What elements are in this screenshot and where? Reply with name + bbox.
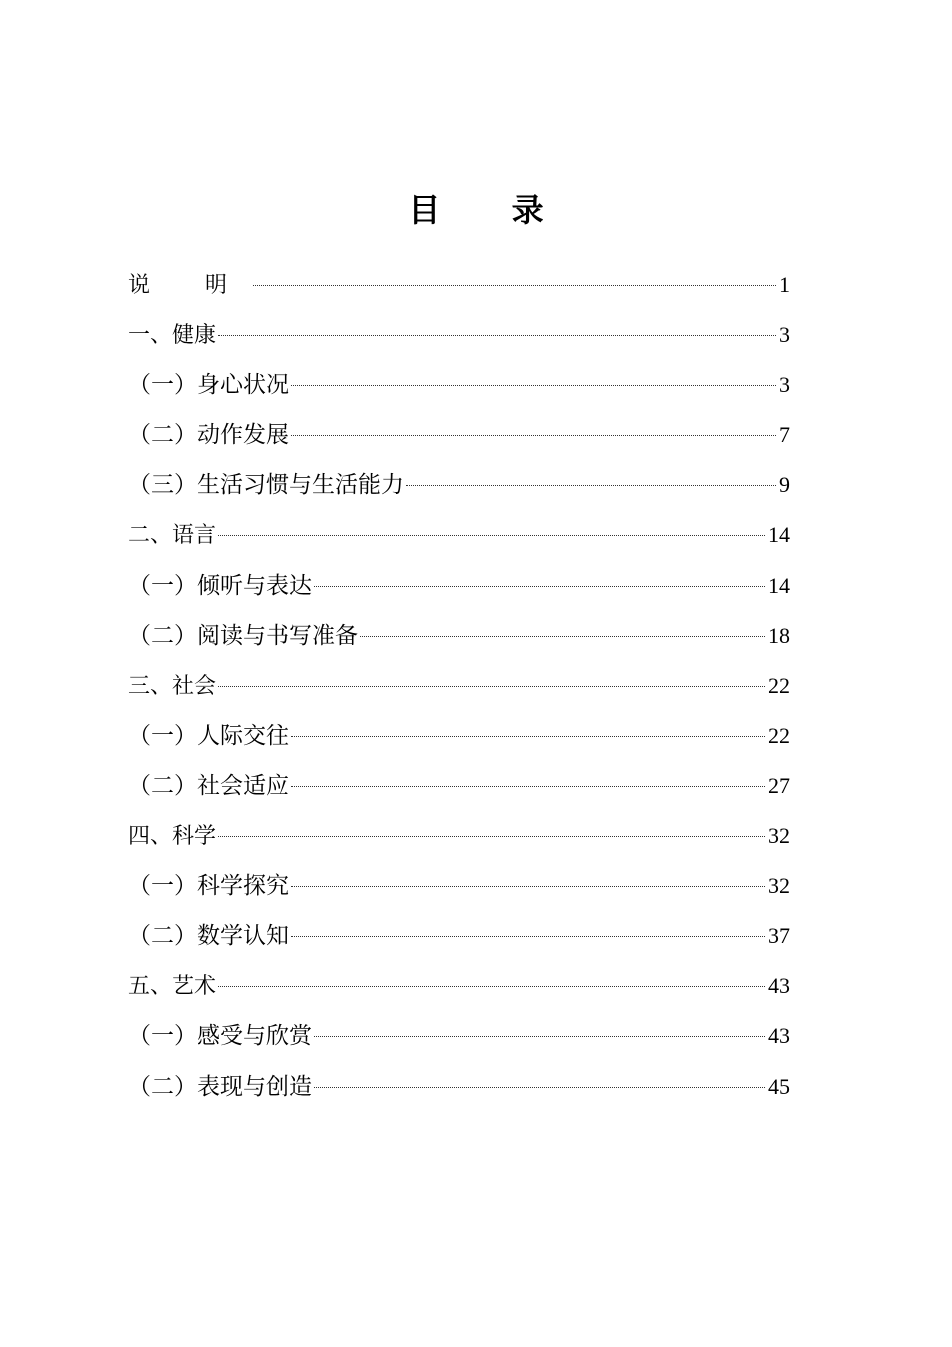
toc-entry-title: 五、艺术 <box>128 974 217 1000</box>
toc-entry-math-cognition[interactable] <box>128 913 790 963</box>
dot-leader <box>314 1087 765 1088</box>
dot-leader <box>218 535 765 536</box>
toc-entry-listening-expression[interactable] <box>128 563 790 613</box>
toc-entry-page: 1 <box>779 272 790 297</box>
toc-entry-page: 22 <box>768 672 790 698</box>
toc-entry-page: 27 <box>768 772 790 798</box>
toc-entry-society[interactable] <box>128 663 790 713</box>
toc-entry-page: 3 <box>779 322 790 348</box>
dot-leader <box>291 435 776 436</box>
dot-leader <box>314 1036 765 1037</box>
toc-entry-title: （二）数学认知 <box>128 923 289 950</box>
dot-leader <box>253 285 776 286</box>
toc-entry-title: （一）人际交往 <box>128 722 289 749</box>
toc-entry-motor-development[interactable] <box>128 412 790 462</box>
toc-entry-page: 37 <box>768 923 790 949</box>
toc-entry-page: 14 <box>768 522 790 548</box>
toc-entry-page: 3 <box>779 372 790 398</box>
dot-leader <box>218 986 765 987</box>
toc-entry-page: 32 <box>768 823 790 849</box>
toc-entry-title: （二）阅读与书写准备 <box>128 622 358 649</box>
dot-leader <box>291 886 765 887</box>
toc-entry-expression-creation[interactable] <box>128 1064 790 1114</box>
toc-entry-health[interactable] <box>128 312 790 362</box>
toc-entry-page: 14 <box>768 572 790 598</box>
toc-entry-title: 说 明 <box>128 273 251 298</box>
toc-entry-title: （二）社会适应 <box>128 772 289 799</box>
dot-leader <box>291 786 765 787</box>
toc-entry-title: （一）身心状况 <box>128 372 289 399</box>
toc-entry-title: 二、语言 <box>128 523 217 549</box>
toc-entry-page: 7 <box>779 422 790 448</box>
dot-leader <box>314 586 765 587</box>
toc-entry-title: 四、科学 <box>128 824 217 850</box>
toc-entry-title: （三）生活习惯与生活能力 <box>128 472 404 499</box>
toc-entry-title: （二）动作发展 <box>128 422 289 449</box>
toc-entry-appreciation[interactable] <box>128 1013 790 1063</box>
toc-entry-page: 45 <box>768 1073 790 1099</box>
toc-entry-art[interactable] <box>128 963 790 1013</box>
toc-entry-page: 43 <box>768 1023 790 1049</box>
toc-entry-page: 9 <box>779 472 790 498</box>
dot-leader <box>291 936 765 937</box>
toc-entry-scientific-inquiry[interactable] <box>128 863 790 913</box>
toc-entry-interpersonal[interactable] <box>128 713 790 763</box>
toc-entry-explanation[interactable] <box>128 262 790 312</box>
toc-entry-living-habits[interactable] <box>128 462 790 512</box>
toc-entry-page: 43 <box>768 973 790 999</box>
toc-entry-title: （一）感受与欣赏 <box>128 1023 312 1050</box>
toc-entry-title: 三、社会 <box>128 673 217 699</box>
dot-leader <box>218 335 776 336</box>
toc-entry-title: 一、健康 <box>128 323 217 349</box>
dot-leader <box>291 736 765 737</box>
toc-entry-social-adaptation[interactable] <box>128 763 790 813</box>
page-title: 目 录 <box>408 191 574 229</box>
toc-entry-physical-mental[interactable] <box>128 362 790 412</box>
dot-leader <box>218 836 765 837</box>
toc-entry-language[interactable] <box>128 512 790 562</box>
toc-entry-page: 32 <box>768 873 790 899</box>
toc-entry-title: （二）表现与创造 <box>128 1073 312 1100</box>
toc-entry-science[interactable] <box>128 813 790 863</box>
toc-entry-reading-writing[interactable] <box>128 613 790 663</box>
dot-leader <box>218 686 765 687</box>
toc-entry-page: 22 <box>768 722 790 748</box>
dot-leader <box>291 385 776 386</box>
toc-entry-title: （一）科学探究 <box>128 873 289 900</box>
dot-leader <box>360 636 765 637</box>
dot-leader <box>406 485 776 486</box>
toc-entry-page: 18 <box>768 622 790 648</box>
table-of-contents <box>128 262 790 1114</box>
toc-entry-title: （一）倾听与表达 <box>128 572 312 599</box>
